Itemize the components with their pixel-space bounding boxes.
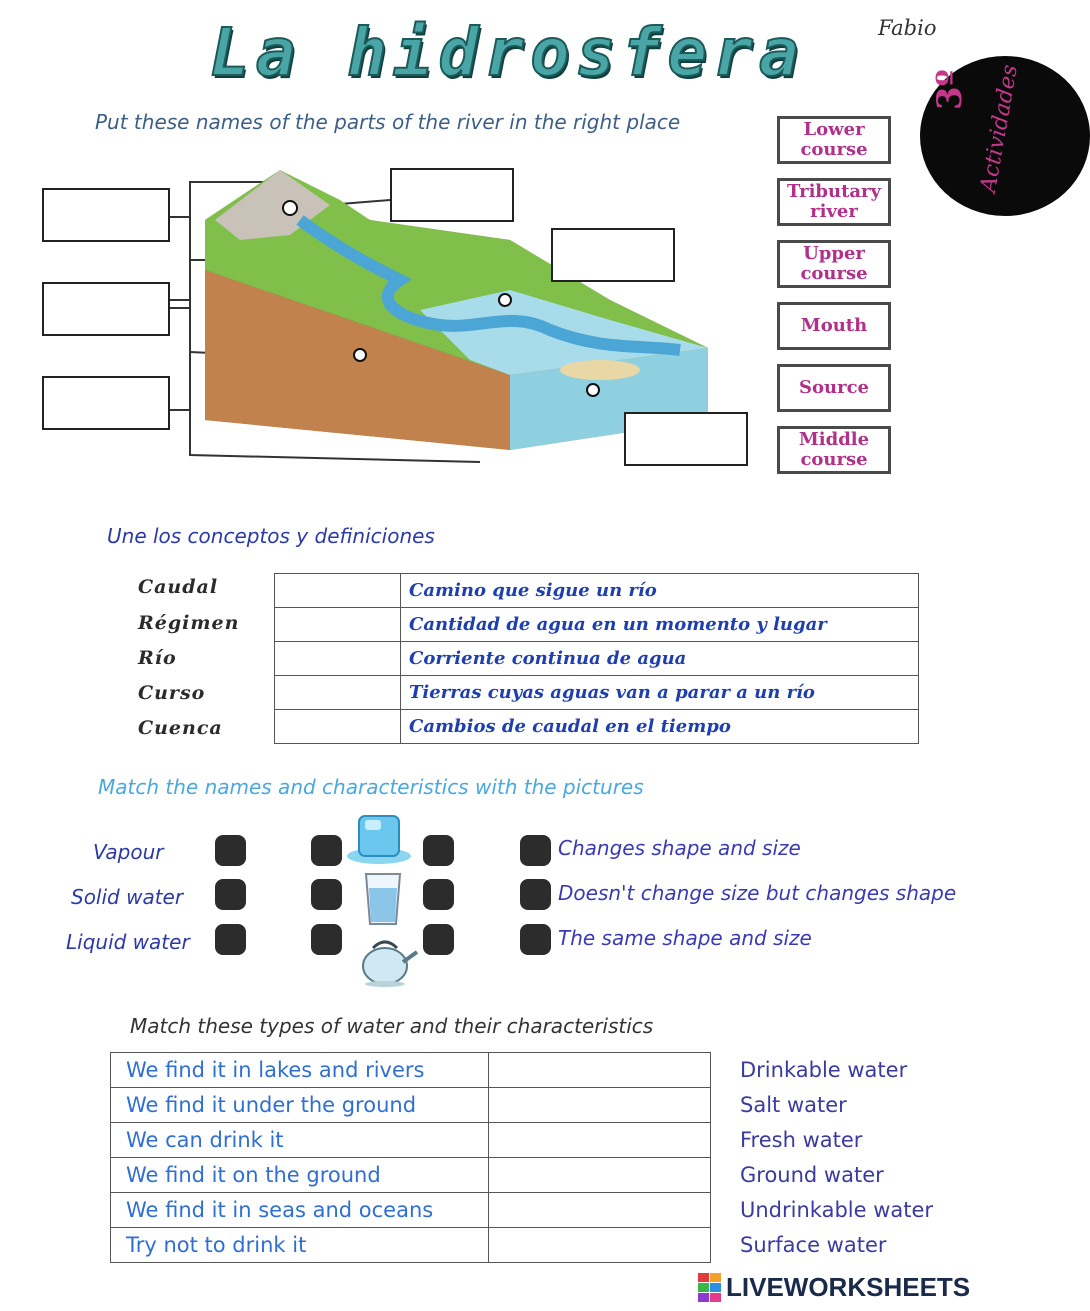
badge-grade: 3º	[930, 69, 970, 110]
states-instruction: Match the names and characteristics with the pictures	[98, 775, 644, 799]
description-cell: We find it on the ground	[111, 1158, 489, 1193]
answer-cell[interactable]	[489, 1158, 711, 1193]
answer-cell[interactable]	[489, 1123, 711, 1158]
match-dot[interactable]	[215, 879, 246, 910]
concepts-table	[274, 573, 919, 744]
word-upper-course[interactable]: Upper course	[777, 240, 891, 288]
table-row	[275, 608, 919, 642]
answer-cell[interactable]	[275, 642, 401, 676]
answer-cell[interactable]	[275, 608, 401, 642]
match-dot[interactable]	[215, 835, 246, 866]
word-lower-course[interactable]: Lower course	[777, 116, 891, 164]
answer-box-5[interactable]	[551, 228, 675, 282]
definition-cell: Cambios de caudal en el tiempo	[401, 710, 919, 744]
table-row	[111, 1228, 711, 1263]
definition-cell: Tierras cuyas aguas van a parar a un río	[401, 676, 919, 710]
water-type-undrinkable: Undrinkable water	[740, 1198, 934, 1222]
word-mouth[interactable]: Mouth	[777, 302, 891, 350]
water-types-table	[110, 1052, 711, 1263]
water-type-ground: Ground water	[740, 1163, 884, 1187]
match-dot[interactable]	[311, 924, 342, 955]
answer-box-3[interactable]	[42, 376, 170, 430]
worksheet-title: La hidrosfera	[210, 14, 805, 91]
answer-box-6[interactable]	[624, 412, 748, 466]
table-row	[111, 1193, 711, 1228]
answer-box-2[interactable]	[42, 282, 170, 336]
characteristic-1: Changes shape and size	[558, 836, 801, 860]
answer-box-4[interactable]	[390, 168, 514, 222]
water-types-instruction: Match these types of water and their characteristics	[130, 1014, 654, 1038]
description-cell: We find it under the ground	[111, 1088, 489, 1123]
definition-cell: Camino que sigue un río	[401, 574, 919, 608]
table-row	[275, 642, 919, 676]
liveworksheets-logo	[698, 1272, 970, 1303]
answer-cell[interactable]	[489, 1228, 711, 1263]
description-cell: We find it in lakes and rivers	[111, 1053, 489, 1088]
definition-cell: Corriente continua de agua	[401, 642, 919, 676]
answer-cell[interactable]	[275, 710, 401, 744]
match-dot[interactable]	[520, 924, 551, 955]
match-dot[interactable]	[215, 924, 246, 955]
term-cuenca: Cuenca	[138, 717, 223, 739]
ice-cube-icon	[345, 812, 413, 866]
description-cell: We can drink it	[111, 1123, 489, 1158]
description-cell: We find it in seas and oceans	[111, 1193, 489, 1228]
definition-cell: Cantidad de agua en un momento y lugar	[401, 608, 919, 642]
term-rio: Río	[138, 647, 177, 669]
river-instruction: Put these names of the parts of the river in the right place	[95, 110, 681, 134]
characteristic-2: Doesn't change size but changes shape	[558, 881, 957, 905]
match-dot[interactable]	[520, 879, 551, 910]
table-row	[275, 574, 919, 608]
state-solid-water: Solid water	[71, 885, 184, 909]
liveworksheets-icon	[698, 1273, 722, 1303]
answer-cell[interactable]	[275, 676, 401, 710]
state-liquid-water: Liquid water	[66, 930, 190, 954]
word-middle-course[interactable]: Middle course	[777, 426, 891, 474]
match-dot[interactable]	[311, 835, 342, 866]
match-dot[interactable]	[311, 879, 342, 910]
table-row	[111, 1123, 711, 1158]
brand-text: LIVEWORKSHEETS	[726, 1272, 971, 1302]
answer-cell[interactable]	[489, 1193, 711, 1228]
concepts-instruction: Une los conceptos y definiciones	[107, 524, 435, 548]
characteristic-3: The same shape and size	[558, 926, 812, 950]
kettle-icon	[355, 932, 421, 988]
description-cell: Try not to drink it	[111, 1228, 489, 1263]
answer-box-1[interactable]	[42, 188, 170, 242]
word-tributary-river[interactable]: Tributary river	[777, 178, 891, 226]
match-dot[interactable]	[520, 835, 551, 866]
table-row	[111, 1158, 711, 1193]
answer-cell[interactable]	[275, 574, 401, 608]
water-type-surface: Surface water	[740, 1233, 887, 1257]
term-caudal: Caudal	[138, 576, 219, 598]
water-type-drinkable: Drinkable water	[740, 1058, 908, 1082]
answer-cell[interactable]	[489, 1053, 711, 1088]
table-row	[111, 1053, 711, 1088]
match-dot[interactable]	[423, 924, 454, 955]
word-source[interactable]: Source	[777, 364, 891, 412]
term-curso: Curso	[138, 682, 206, 704]
table-row	[275, 710, 919, 744]
term-regimen: Régimen	[138, 612, 240, 634]
water-type-salt: Salt water	[740, 1093, 847, 1117]
match-dot[interactable]	[423, 879, 454, 910]
answer-cell[interactable]	[489, 1088, 711, 1123]
table-row	[111, 1088, 711, 1123]
water-type-fresh: Fresh water	[740, 1128, 863, 1152]
student-name: Fabio	[878, 16, 937, 40]
table-row	[275, 676, 919, 710]
state-vapour: Vapour	[93, 840, 164, 864]
glass-of-water-icon	[362, 870, 404, 928]
match-dot[interactable]	[423, 835, 454, 866]
badge-label: Actividades	[976, 62, 1024, 195]
